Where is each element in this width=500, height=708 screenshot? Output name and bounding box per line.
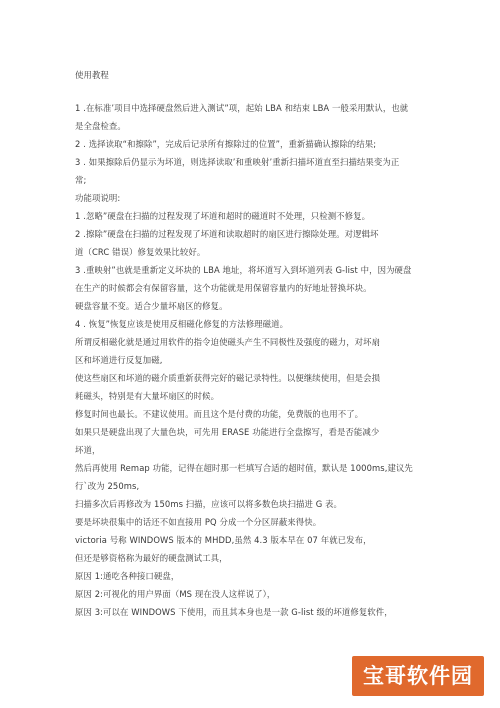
doc-line: 要是坏块很集中的话还不如直接用 PQ 分成一个分区屏蔽来得快。 xyxy=(75,517,322,527)
doc-line: 功能项说明: xyxy=(75,193,121,203)
doc-line: 在生产的时候都会有保留容量，这个功能就是用保留容量内的好地址替换坏块。 xyxy=(75,283,372,293)
doc-line: 4 . 恢复”恢复应该是使用反相磁化修复的方法修理磁道。 xyxy=(75,319,289,329)
doc-line: 原因 1:通吃各种接口硬盘， xyxy=(75,571,180,581)
doc-line: 道（CRC 错误）修复效果比较好。 xyxy=(75,247,206,257)
site-watermark-logo: 宝哥软件园 xyxy=(352,656,484,696)
doc-line: 硬盘容量不变。适合少量坏扇区的修复。 xyxy=(75,301,228,311)
doc-line: 区和坏道进行反复加磁, xyxy=(75,355,163,365)
doc-line: 1 .忽略”硬盘在扫描的过程发现了坏道和超时的磁道时不处理，只检测不修复。 xyxy=(75,211,371,221)
doc-line: 使这些扇区和坏道的磁介质重新获得完好的磁记录特性。以便继续使用，但是会损 xyxy=(75,373,381,383)
doc-line: 如果只是硬盘出现了大量色块，可先用 ERASE 功能进行全盘擦写，看是否能减少 xyxy=(75,427,380,437)
doc-line: 是全盘检查。 xyxy=(75,121,126,131)
doc-line: 3 .重映射”也就是重新定义坏块的 LBA 地址，将坏道写入到坏道列表 G-list 中，因为硬盘 xyxy=(75,265,412,275)
doc-line: 坏道， xyxy=(75,445,101,455)
doc-line: 2 . 选择读取“和擦除”，完成后记录所有擦除过的位置”，重新描确认擦除的结果; xyxy=(75,139,377,149)
doc-line: 原因 2:可视化的用户界面（MS 现在没人这样说了）， xyxy=(75,589,276,599)
doc-line: 原因 3:可以在 WINDOWS 下使用，而且其本身也是一款 G-list 级的坏道修复软件， xyxy=(75,607,393,617)
doc-line: 然后再使用 Remap 功能，记得在超时那一栏填写合适的超时值，默认是 1000ms,建议先 xyxy=(75,463,413,473)
doc-heading: 使用教程 xyxy=(75,70,109,80)
doc-line: 扫描多次后再修改为 150ms 扫描，应该可以将多数色块扫描进 G 表。 xyxy=(75,499,342,509)
doc-line: 常; xyxy=(75,175,87,185)
doc-line: 行`改为 250ms, xyxy=(75,481,140,491)
doc-line: 耗磁头，特别是有大量坏扇区的时候。 xyxy=(75,391,220,401)
doc-line: victoria 号称 WINDOWS 版本的 MHDD,虽然 4.3 版本早在 07 年就已发布， xyxy=(75,535,372,545)
doc-line: 但还是够资格称为最好的硬盘测试工具， xyxy=(75,553,228,563)
doc-line: 2 .擦除”硬盘在扫描的过程发现了坏道和读取超时的扇区进行擦除处理。对逻辑坏 xyxy=(75,229,379,239)
doc-line: 3 . 如果擦除后仍显示为坏道，则选择读取’和重映射’重新扫描坏道直至扫描结果变为正 xyxy=(75,157,400,167)
doc-line: 修复时间也最长。不建议使用。而且这个是付费的功能，免费版的也用不了。 xyxy=(75,409,364,419)
doc-line: 1 .在标准’项目中选择硬盘然后进入测试”项，起始 LBA 和结束 LBA 一般采用默认，也就 xyxy=(75,103,409,113)
doc-line: 所谓反相磁化就是通过用软件的指令迫使磁头产生不同极性及强度的磁力，对坏扇 xyxy=(75,337,381,347)
